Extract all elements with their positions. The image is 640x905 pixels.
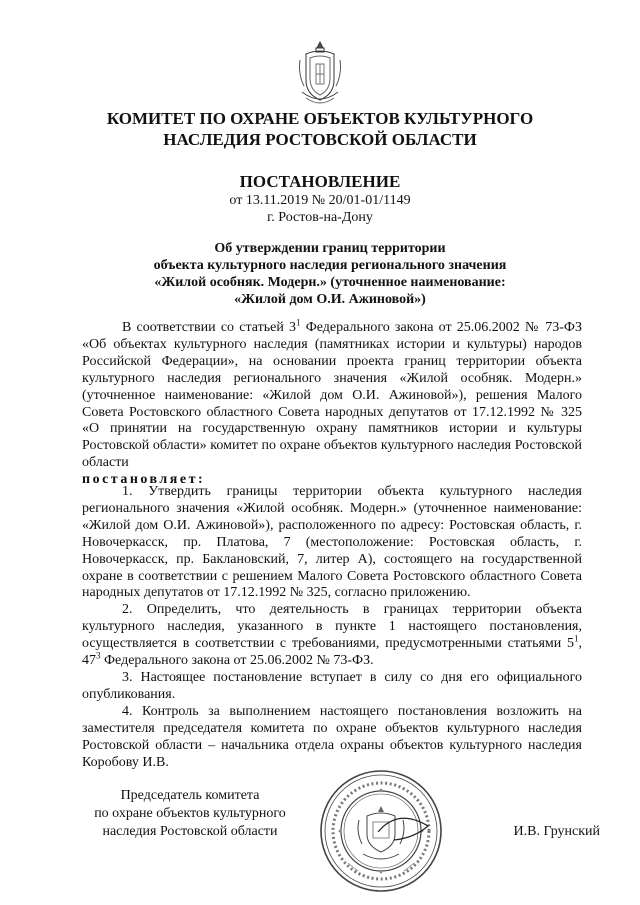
- basis-paragraph: В соответствии со статьей $3^1$ Федерального закона от 25.06.2002 № 73-ФЗ «Об объектах культурного наследия (памятниках истории и культуры) народов Российской Федерации», на основании проекта границ территории объекта культурного наследия регионального значения «Жилой особняк. Модерн.» (уточненное наименование: «Жилой дом О.И. Ажиновой»), решения Малого Совета Ростовского областного Совета народных депутатов от 17.12.1992 № 325 «О принятии на государственную охрану памятников истории и культуры Ростовской области» комитет по охране объектов культурного наследия Ростовской области постановляет:: [82, 317, 582, 488]
- decree-item-2: 2. Определить, что деятельность в границах территории объекта культурного наследия, указанного в пункте 1 настоящего постановления, осуществляется в соответствии с требованиями, предусмотренными статьями $5^1$, $47^3$ Федерального закона от 25.06.2002 № 73-ФЗ.: [82, 602, 582, 669]
- committee-line-1: КОМИТЕТ ПО ОХРАНЕ ОБЪЕКТОВ КУЛЬТУРНОГО: [106, 109, 534, 128]
- document-subject: [80, 240, 580, 308]
- decree-item-4: 4. Контроль за выполнением настоящего постановления возложить на заместителя председателя комитета по охране объектов культурного наследия Ростовской области – начальника отдела охраны объектов культурного наследия Коробову И.В.: [82, 703, 582, 770]
- subject-line-3: «Жилой особняк. Модерн.» (уточненное наименование:: [154, 275, 506, 290]
- decree-word: постановляет:: [82, 472, 206, 488]
- signatory-name: И.В. Грунский: [513, 824, 600, 839]
- signatory-title: Председатель комитета по охране объектов культурного наследия Ростовской области: [94, 788, 286, 839]
- committee-name: [60, 108, 580, 150]
- subject-line-2: объекта культурного наследия регионального значения: [153, 258, 507, 273]
- coat-of-arms-icon: [296, 40, 344, 110]
- committee-line-2: НАСЛЕДИЯ РОСТОВСКОЙ ОБЛАСТИ: [163, 130, 477, 149]
- decree-items: [82, 484, 582, 771]
- official-seal-icon: [318, 768, 444, 894]
- document-date: от 13.11.2019 № 20/01-01/1149: [229, 193, 411, 208]
- decree-item-1: 1. Утвердить границы территории объекта культурного наследия регионального значения «Жилой особняк. Модерн.» (уточненное наименование: «Жилой дом О.И. Ажиновой»), расположенного по адресу: Ростовская область, г. Новочеркасск, пр. Платова, 7 (местоположение: Ростовская область, г. Новочеркасск, пр. Баклановский, 7, литер А), состоящего на государственной охране в соответствии с решением Малого Совета Ростовского областного Совета народных депутатов от 17.12.1992 № 325, согласно приложению.: [82, 484, 582, 601]
- decree-item-3: 3. Настоящее постановление вступает в силу со дня его официального опубликования.: [82, 669, 582, 702]
- subject-line-4: «Жилой дом О.И. Ажиновой»): [234, 292, 426, 307]
- document-type: ПОСТАНОВЛЕНИЕ: [239, 172, 401, 191]
- document-city: г. Ростов-на-Дону: [267, 210, 373, 225]
- subject-line-1: Об утверждении границ территории: [214, 241, 446, 256]
